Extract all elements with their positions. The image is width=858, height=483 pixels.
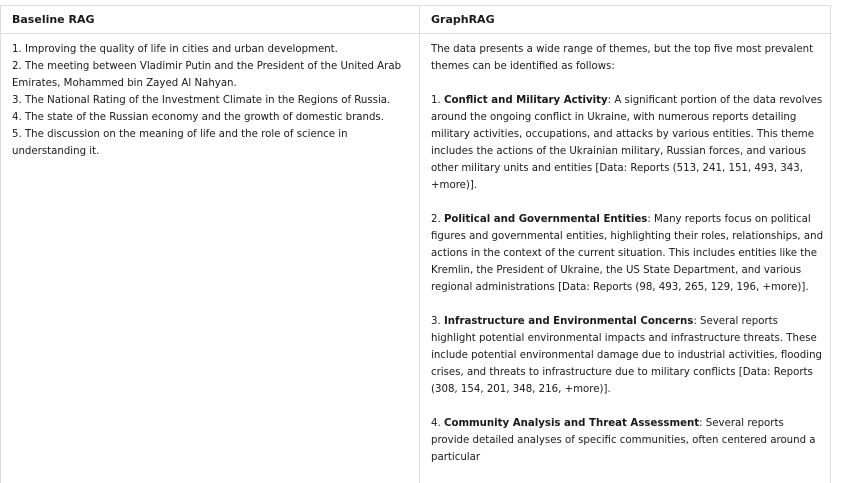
header-baseline-rag: Baseline RAG xyxy=(1,6,420,34)
graphrag-theme xyxy=(431,415,824,466)
baseline-item: 3. The National Rating of the Investment Climate in the Regions of Russia. xyxy=(12,92,413,109)
graphrag-theme xyxy=(431,92,824,194)
theme-number: 2. xyxy=(431,214,444,225)
theme-title: Political and Governmental Entities xyxy=(444,214,647,225)
theme-description: : Many reports focus on political figures and governmental entities, highlighting their roles, relationships, and actions in the context of the current situation. This includes entities like the Kremlin, the President of Ukraine, the US State Department, and various regional administrations [Data: Reports (98, 493, 265, 129, 196, +more)]. xyxy=(431,214,823,293)
baseline-rag-cell xyxy=(1,34,420,483)
theme-description: : A significant portion of the data revolves around the ongoing conflict in Ukraine, with numerous reports detailing military activities, occupations, and attacks by various entities. This theme includes the actions of the Ukrainian military, Russian forces, and various other military units and entities [Data: Reports (513, 241, 151, 493, 343, +more)]. xyxy=(431,95,822,191)
header-graphrag: GraphRAG xyxy=(420,6,831,34)
theme-title: Conflict and Military Activity xyxy=(444,95,608,106)
graphrag-theme xyxy=(431,211,824,296)
theme-number: 3. xyxy=(431,316,444,327)
theme-title: Infrastructure and Environmental Concerns xyxy=(444,316,693,327)
header-row xyxy=(1,6,831,34)
graphrag-intro: The data presents a wide range of themes, but the top five most prevalent themes can be identified as follows: xyxy=(431,41,824,75)
baseline-item: 2. The meeting between Vladimir Putin and the President of the United Arab Emirates, Mohammed bin Zayed Al Nahyan. xyxy=(12,58,413,92)
baseline-item: 1. Improving the quality of life in cities and urban development. xyxy=(12,41,413,58)
theme-description: : Several reports provide detailed analyses of specific communities, often centered around a particular xyxy=(431,418,816,463)
theme-number: 4. xyxy=(431,418,444,429)
graphrag-theme xyxy=(431,313,824,398)
theme-description: : Several reports highlight potential environmental impacts and infrastructure threats. These include potential environmental damage due to industrial activities, flooding crises, and threats to infrastructure due to military conflicts [Data: Reports (308, 154, 201, 348, 216, +more)]. xyxy=(431,316,822,395)
baseline-item: 5. The discussion on the meaning of life and the role of science in understanding it. xyxy=(12,126,413,160)
graphrag-cell xyxy=(420,34,831,483)
table-row xyxy=(1,34,831,483)
theme-number: 1. xyxy=(431,95,444,106)
baseline-item: 4. The state of the Russian economy and the growth of domestic brands. xyxy=(12,109,413,126)
comparison-table xyxy=(0,5,831,483)
theme-title: Community Analysis and Threat Assessment xyxy=(444,418,699,429)
